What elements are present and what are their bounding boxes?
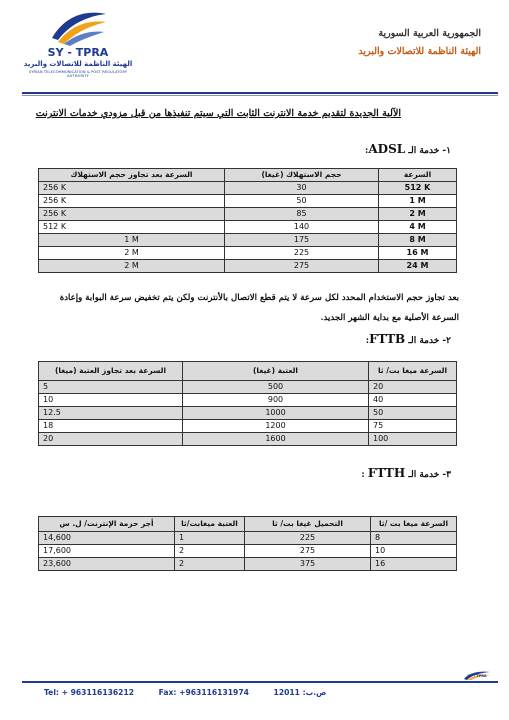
table-cell: 23,600	[39, 558, 175, 571]
col-header: حجم الاستهلاك (غيغا)	[225, 169, 379, 182]
fttb-heading-prefix: ٢- خدمة الـ	[408, 336, 451, 346]
table-cell: 50	[369, 407, 457, 420]
col-header: السرعة بعد تجاوز حجم الاستهلاك	[39, 169, 225, 182]
table-cell: 10	[39, 394, 183, 407]
table-cell: 256 K	[39, 208, 225, 221]
table-row	[39, 407, 457, 420]
table-cell: 2 M	[39, 247, 225, 260]
logo-arabic-name: الهيئة الناظمة للاتصالات والبريد	[23, 60, 133, 68]
table-cell: 12.5	[39, 407, 183, 420]
table-header-row	[39, 169, 457, 182]
table-cell: 175	[225, 234, 379, 247]
col-header: السرعة بعد تجاوز العتبة (ميغا)	[39, 362, 183, 381]
table-cell: 85	[225, 208, 379, 221]
table-row	[39, 420, 457, 433]
adsl-heading-prefix: ١- خدمة الـ	[408, 146, 451, 156]
col-header: العتبة ميغابت/ثا	[175, 517, 245, 532]
table-cell: 8 M	[379, 234, 457, 247]
table-row	[39, 545, 457, 558]
table-cell: 20	[369, 381, 457, 394]
adsl-note	[39, 288, 459, 328]
table-row	[39, 433, 457, 446]
col-header: التحميل غيغا بت/ ثا	[245, 517, 371, 532]
footer-fax: Fax: +963116131974	[158, 688, 249, 697]
logo-name: SY - TPRA	[47, 46, 109, 59]
table-cell: 20	[39, 433, 183, 446]
table-cell: 1 M	[379, 195, 457, 208]
table-cell: 75	[369, 420, 457, 433]
table-cell: 900	[183, 394, 369, 407]
table-cell: 50	[225, 195, 379, 208]
table-row	[39, 558, 457, 571]
footer-divider	[22, 681, 498, 683]
header-divider	[22, 92, 498, 94]
header-divider-thin	[22, 95, 498, 96]
ftth-heading: ٣- خدمة الـ FTTH :	[361, 466, 451, 480]
table-cell: 14,600	[39, 532, 175, 545]
table-cell: 225	[245, 532, 371, 545]
table-cell: 140	[225, 221, 379, 234]
table-row	[39, 394, 457, 407]
table-cell: 2	[175, 545, 245, 558]
col-header: أجر حزمة الإنترنت/ ل. س	[39, 517, 175, 532]
authority-name: الهيئة الناظمة للاتصالات والبريد	[358, 46, 481, 57]
logo-english-name: SYRIAN TELECOMMUNICATION & POST REGULATORY AUTHORITY	[28, 70, 128, 78]
adsl-heading-name: ADSL	[368, 142, 406, 156]
table-row	[39, 260, 457, 273]
table-row	[39, 247, 457, 260]
table-cell: 500	[183, 381, 369, 394]
table-cell: 10	[371, 545, 457, 558]
table-cell: 16	[371, 558, 457, 571]
table-cell: 275	[245, 545, 371, 558]
col-header: العتبة (غيغا)	[183, 362, 369, 381]
ftth-heading-prefix: ٣- خدمة الـ	[408, 470, 451, 480]
col-header: السرعة ميغا بت /ثا	[371, 517, 457, 532]
table-cell: 375	[245, 558, 371, 571]
ftth-table	[38, 516, 457, 571]
adsl-heading: ١- خدمة الـ ADSL:	[365, 142, 451, 156]
table-cell: 40	[369, 394, 457, 407]
table-cell: 1 M	[39, 234, 225, 247]
adsl-note-line: السرعة الأصلية مع بداية الشهر الجديد.	[320, 313, 459, 323]
table-header-row	[39, 517, 457, 532]
footer-contact	[44, 688, 348, 697]
table-cell: 100	[369, 433, 457, 446]
fttb-table	[38, 361, 457, 446]
swoosh-logo-icon	[48, 8, 108, 46]
table-row	[39, 195, 457, 208]
adsl-note-line: بعد تجاوز حجم الاستخدام المحدد لكل سرعة لا يتم قطع الاتصال بالأنترنت ولكن يتم تخفيض سرعة البوابة وإعادة	[59, 293, 459, 303]
ftth-heading-name: FTTH	[367, 466, 406, 480]
table-cell: 18	[39, 420, 183, 433]
table-cell: 24 M	[379, 260, 457, 273]
footer-pobox: ص.ب: 12011	[273, 688, 327, 697]
table-cell: 256 K	[39, 195, 225, 208]
table-cell: 275	[225, 260, 379, 273]
table-cell: 2 M	[379, 208, 457, 221]
table-row	[39, 381, 457, 394]
table-cell: 2 M	[39, 260, 225, 273]
table-cell: 512 K	[39, 221, 225, 234]
adsl-table	[38, 168, 457, 273]
document-title: الآلية الجديدة لتقديم خدمة الانترنت الثابت التي سيتم تنفيذها من قبل مزودي خدمات الانترنت	[35, 108, 401, 119]
table-cell: 8	[371, 532, 457, 545]
table-row	[39, 532, 457, 545]
col-header: السرعة	[379, 169, 457, 182]
table-cell: 1600	[183, 433, 369, 446]
table-cell: 17,600	[39, 545, 175, 558]
table-cell: 5	[39, 381, 183, 394]
table-cell: 1200	[183, 420, 369, 433]
table-row	[39, 208, 457, 221]
fttb-heading-name: FTTB	[369, 332, 406, 346]
authority-logo	[18, 8, 138, 78]
table-cell: 225	[225, 247, 379, 260]
footer-tel: Tel: + 963116136212	[44, 688, 135, 697]
col-header: السرعة ميغا بت/ ثا	[369, 362, 457, 381]
table-row	[39, 221, 457, 234]
table-header-row	[39, 362, 457, 381]
table-row	[39, 182, 457, 195]
table-cell: 2	[175, 558, 245, 571]
table-cell: 1000	[183, 407, 369, 420]
table-cell: 256 K	[39, 182, 225, 195]
table-row	[39, 234, 457, 247]
table-cell: 30	[225, 182, 379, 195]
table-cell: 1	[175, 532, 245, 545]
republic-name: الجمهورية العربية السورية	[378, 28, 481, 39]
footer-logo-name: SY - TPRA	[467, 674, 487, 678]
footer-logo	[462, 665, 492, 681]
table-cell: 4 M	[379, 221, 457, 234]
table-cell: 16 M	[379, 247, 457, 260]
table-cell: 512 K	[379, 182, 457, 195]
fttb-heading: ٢- خدمة الـ FTTB:	[365, 332, 451, 346]
